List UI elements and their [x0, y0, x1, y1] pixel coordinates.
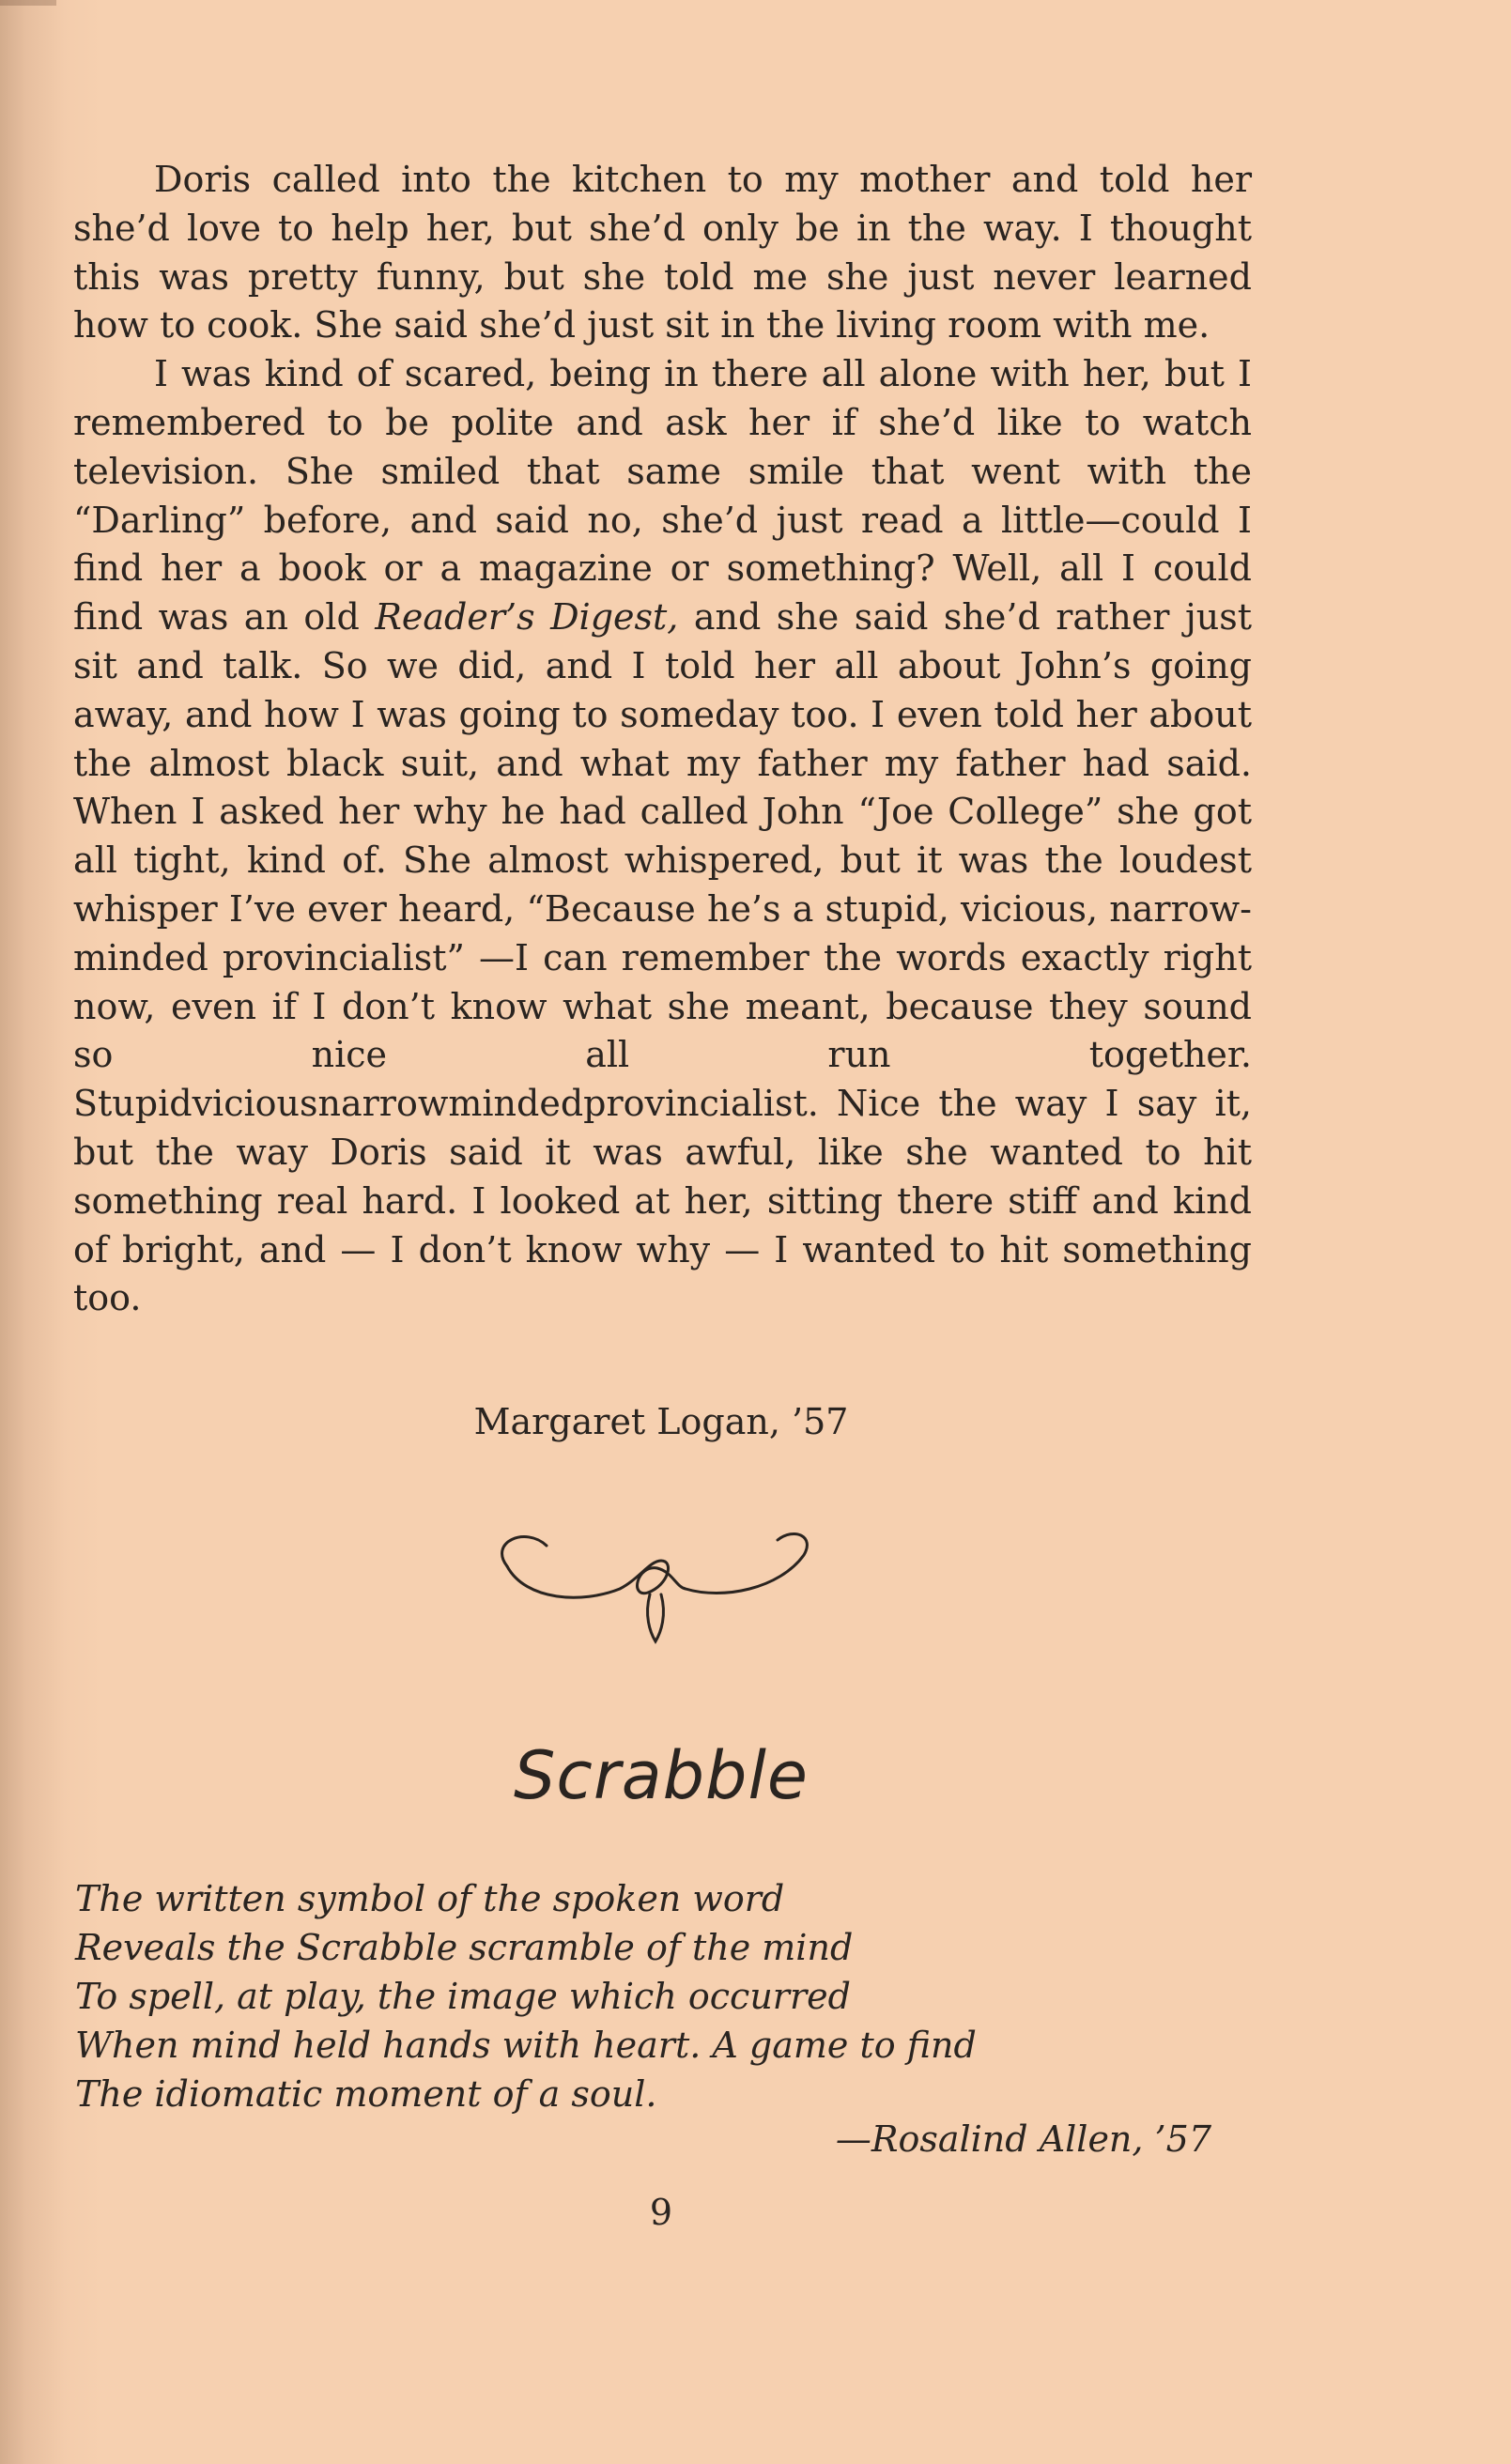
- story-text-run: Doris called into the kitchen to my mother and told her she’d love to help her, but she’d only be in the way. I thought this was pretty funny, but she told me she just never learned how to cook. She said she’d just sit in the living room with me.: [73, 159, 1252, 346]
- poem-title: Scrabble: [514, 1737, 809, 1814]
- poem-line: To spell, at play, the image which occurred: [75, 1976, 851, 2017]
- story-paragraph: [73, 350, 1252, 1323]
- story-text: [73, 156, 1252, 1323]
- poem-line: Reveals the Scrabble scramble of the mind: [75, 1927, 854, 1968]
- poem-line: When mind held hands with heart. A game to find: [75, 2025, 977, 2066]
- story-text-run: I was kind of scared, being in there all alone with her, but I remembered to be polite and ask her if she’d like to watch television. She smiled that same smile that went with the “Darling” before, and said no, she’d just read a little—could I find her a book or a magazine or something? Well, all I could find was an old: [73, 353, 1252, 639]
- page-edge-shadow: [0, 0, 56, 6]
- story-title-reference: Reader’s Digest,: [375, 596, 679, 639]
- poem-line: The idiomatic moment of a soul.: [75, 2073, 657, 2115]
- story-byline: Margaret Logan, ’57: [473, 1401, 849, 1442]
- page-number: 9: [649, 2192, 673, 2233]
- flourish-ornament-icon: [488, 1521, 826, 1662]
- poem-body: [75, 1874, 1202, 2118]
- story-paragraph: [73, 156, 1252, 350]
- poem-line: The written symbol of the spoken word: [75, 1878, 785, 1919]
- story-text-run: and she said she’d rather just sit and talk. So we did, and I told her all about John’s going away, and how I was going to someday too. I even told her about the almost black suit, and what my father my father had said. When I asked her why he had called John “Joe College” she got all tight, kind of. She almost whispered, but it was the loudest whisper I’ve ever heard, “Because he’s a stupid, vicious, narrow-minded provincialist” —I can remember the words exactly right now, even if I don’t know what she meant, because they sound so nice all run together. Stupidviciousnarrowmindedprovincialist. Nice the way I say it, but the way Doris said it was awful, like she wanted to hit something real hard. I looked at her, sitting there stiff and kind of bright, and — I don’t know why — I wanted to hit something too.: [73, 596, 1252, 1319]
- poem-author: —Rosalind Allen, ’57: [835, 2118, 1211, 2160]
